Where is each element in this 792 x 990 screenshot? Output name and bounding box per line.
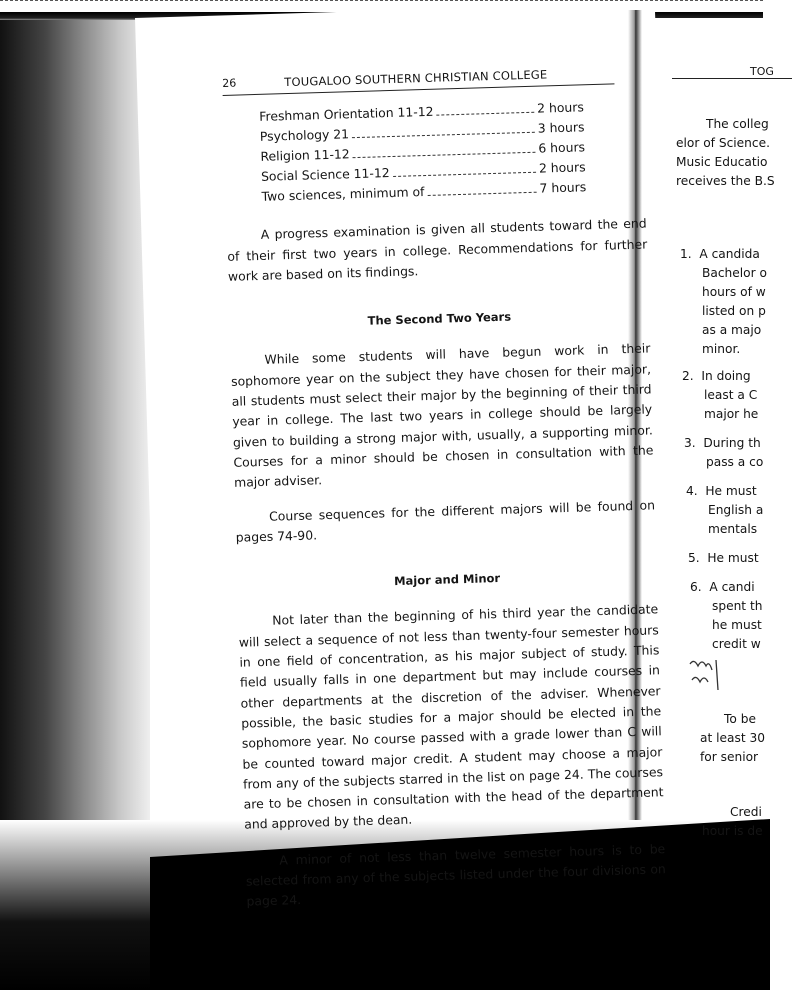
item-line: as a majo — [702, 323, 762, 337]
item-line: A candida — [699, 247, 760, 261]
leader-dashes — [392, 162, 536, 177]
item-line: A candi — [709, 580, 755, 594]
right-list-item — [672, 245, 792, 359]
item-line: major he — [704, 407, 759, 421]
course-sequences-paragraph: Course sequences for the different majors will be found on pages 74-90. — [235, 496, 656, 545]
right-page — [672, 62, 792, 841]
item-line: Bachelor o — [702, 266, 767, 280]
course-hours: 3 hours — [537, 119, 585, 136]
running-title: TOUGALOO SOUTHERN CHRISTIAN COLLEGE — [284, 67, 548, 90]
right-list-item — [672, 434, 792, 472]
right-list-item — [672, 367, 792, 424]
item-line: credit w — [712, 637, 761, 651]
closing-line: To be — [724, 712, 756, 726]
section-heading-major-minor: Major and Minor — [393, 571, 501, 589]
credit-line: Credi — [730, 805, 762, 819]
course-hours: 7 hours — [539, 179, 587, 196]
item-line: he must — [712, 618, 762, 632]
right-text-line: elor of Science. — [676, 136, 770, 150]
course-name: Religion 11-12 — [260, 146, 350, 165]
right-text-line: The colleg — [706, 117, 769, 131]
left-page — [222, 62, 667, 913]
section-heading-second-two-years: The Second Two Years — [367, 309, 512, 328]
page-number: 26 — [222, 76, 237, 90]
item-number: 4. — [686, 484, 698, 498]
leader-dashes — [352, 122, 535, 138]
item-line: He must — [705, 484, 757, 498]
item-line: spent th — [712, 599, 763, 613]
item-line: least a C — [704, 388, 758, 402]
right-list-item — [672, 482, 792, 539]
item-line: pass a co — [706, 455, 764, 469]
item-line: minor. — [702, 342, 741, 356]
course-name: Two sciences, minimum of — [261, 184, 425, 205]
handwritten-scribble-icon — [672, 654, 732, 700]
course-name: Freshman Orientation 11-12 — [259, 104, 434, 125]
item-number: 3. — [684, 436, 696, 450]
handwritten-mark-area — [672, 654, 792, 710]
course-name: Psychology 21 — [259, 126, 350, 145]
course-hours: 6 hours — [538, 139, 586, 156]
right-text-line: Music Educatio — [676, 155, 768, 169]
right-text-line: receives the B.S — [676, 174, 775, 188]
major-paragraph: Not later than the beginning of his third year the candidate will select a sequence of not less than twenty-four semester hours in one field of concentration, as his major subject of study. This field usually falls in one department but may include courses in other departments at the discretion of the adviser. Whenever possible, the basic studies for a major should be elected in the sophomore year. No course passed with a grade lower than C will be counted toward major credit. A student may choose a major from any of the subjects starred in the list on page 24. The courses are to be chosen in consultation with the head of the department and approved by the dean. — [238, 601, 664, 833]
course-hours: 2 hours — [538, 159, 586, 176]
item-line: mentals — [708, 522, 758, 536]
course-hours-list — [259, 97, 592, 207]
right-running-title: TOG — [750, 65, 774, 78]
credit-line: hour is de — [702, 824, 763, 838]
progress-paragraph: A progress examination is given all students toward the end of their first two years in college. Recommendations for further work are based on its findings. — [227, 215, 648, 284]
item-number: 6. — [690, 580, 702, 594]
right-list-item — [672, 578, 792, 654]
item-number: 5. — [688, 551, 700, 565]
item-line: hours of w — [702, 285, 766, 299]
closing-line: for senior — [700, 750, 759, 764]
minor-paragraph: A minor of not less than twelve semester hours is to be selected from any of the subjects listed under the four divisions on page 24. — [245, 840, 666, 909]
second-two-years-paragraph: While some students will have begun work in their sophomore year on the subject they have chosen for their major, all students must select their major by the beginning of their third year in college. The last two years in college should be largely given to building a strong major with, usually, a supporting minor. Courses for a minor should be chosen in consultation with the major adviser. — [230, 340, 654, 491]
course-name: Social Science 11-12 — [260, 165, 390, 185]
item-line: In doing — [701, 369, 751, 383]
item-number: 1. — [680, 247, 692, 261]
course-hours: 2 hours — [536, 99, 585, 116]
right-header-rule — [672, 78, 792, 79]
item-line: listed on p — [702, 304, 766, 318]
leader-dashes — [427, 182, 536, 196]
item-line: He must — [707, 551, 759, 565]
leader-dashes — [436, 102, 534, 116]
right-list-item — [672, 549, 792, 568]
closing-line: at least 30 — [700, 731, 765, 745]
item-line: English a — [708, 503, 764, 517]
item-line: During th — [703, 436, 761, 450]
leader-dashes — [352, 142, 535, 158]
item-number: 2. — [682, 369, 694, 383]
